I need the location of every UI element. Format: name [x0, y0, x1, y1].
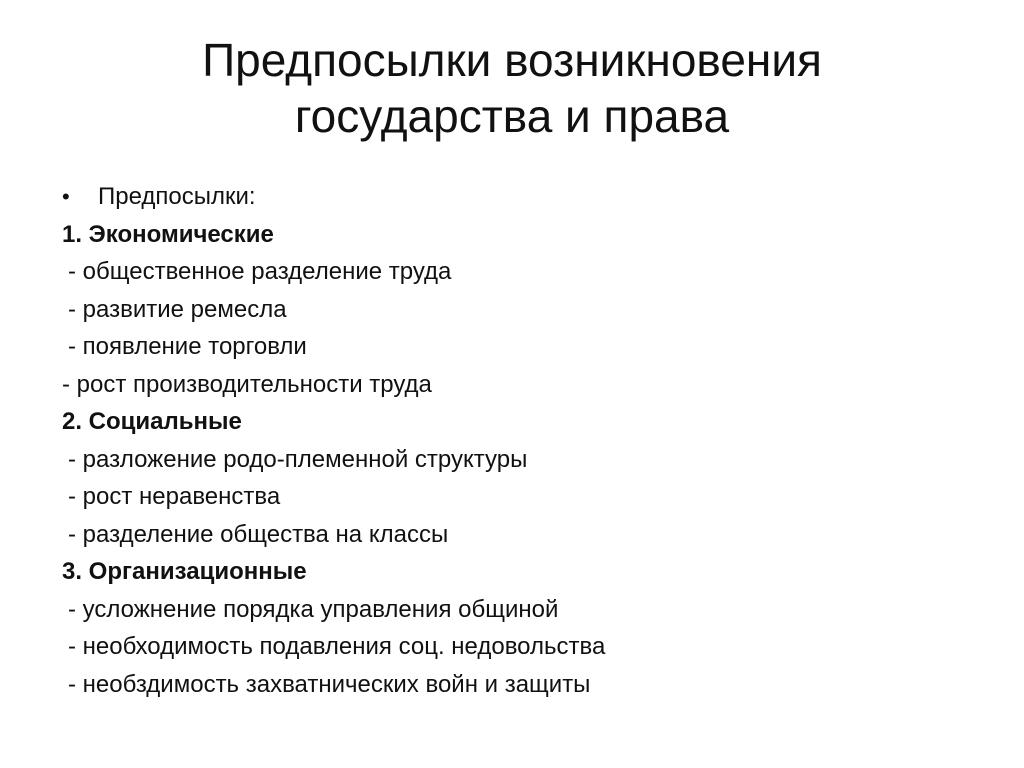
list-item: - необходимость подавления соц. недовольства [68, 633, 606, 660]
list-item: - появление торговли [68, 333, 307, 360]
title-line-2: государства и права [294, 90, 730, 142]
bullet-icon: • [62, 184, 70, 209]
bullet-item [62, 178, 962, 216]
title-line-1: Предпосылки возникновения [202, 34, 822, 86]
list-item: - развитие ремесла [68, 295, 287, 323]
bullet-label: Предпосылки: [98, 183, 256, 210]
list-item: - необздимость захватнических войн и защиты [68, 670, 591, 698]
list-item: - усложнение порядка управления общиной [68, 595, 559, 623]
list-item: - рост неравенства [68, 483, 281, 510]
list-item: - разложение родо-племенной структуры [68, 445, 528, 473]
list-item: - разделение общества на классы [68, 520, 449, 548]
list-item: - общественное разделение труда [68, 258, 452, 285]
group-heading-social: 2. Социальные [62, 408, 242, 435]
group-heading-economic: 1. Экономические [62, 220, 274, 248]
slide-content [62, 178, 962, 703]
slide-title [0, 32, 1024, 144]
list-item: - рост производительности труда [62, 370, 432, 398]
group-heading-organizational: 3. Организационные [62, 558, 307, 585]
